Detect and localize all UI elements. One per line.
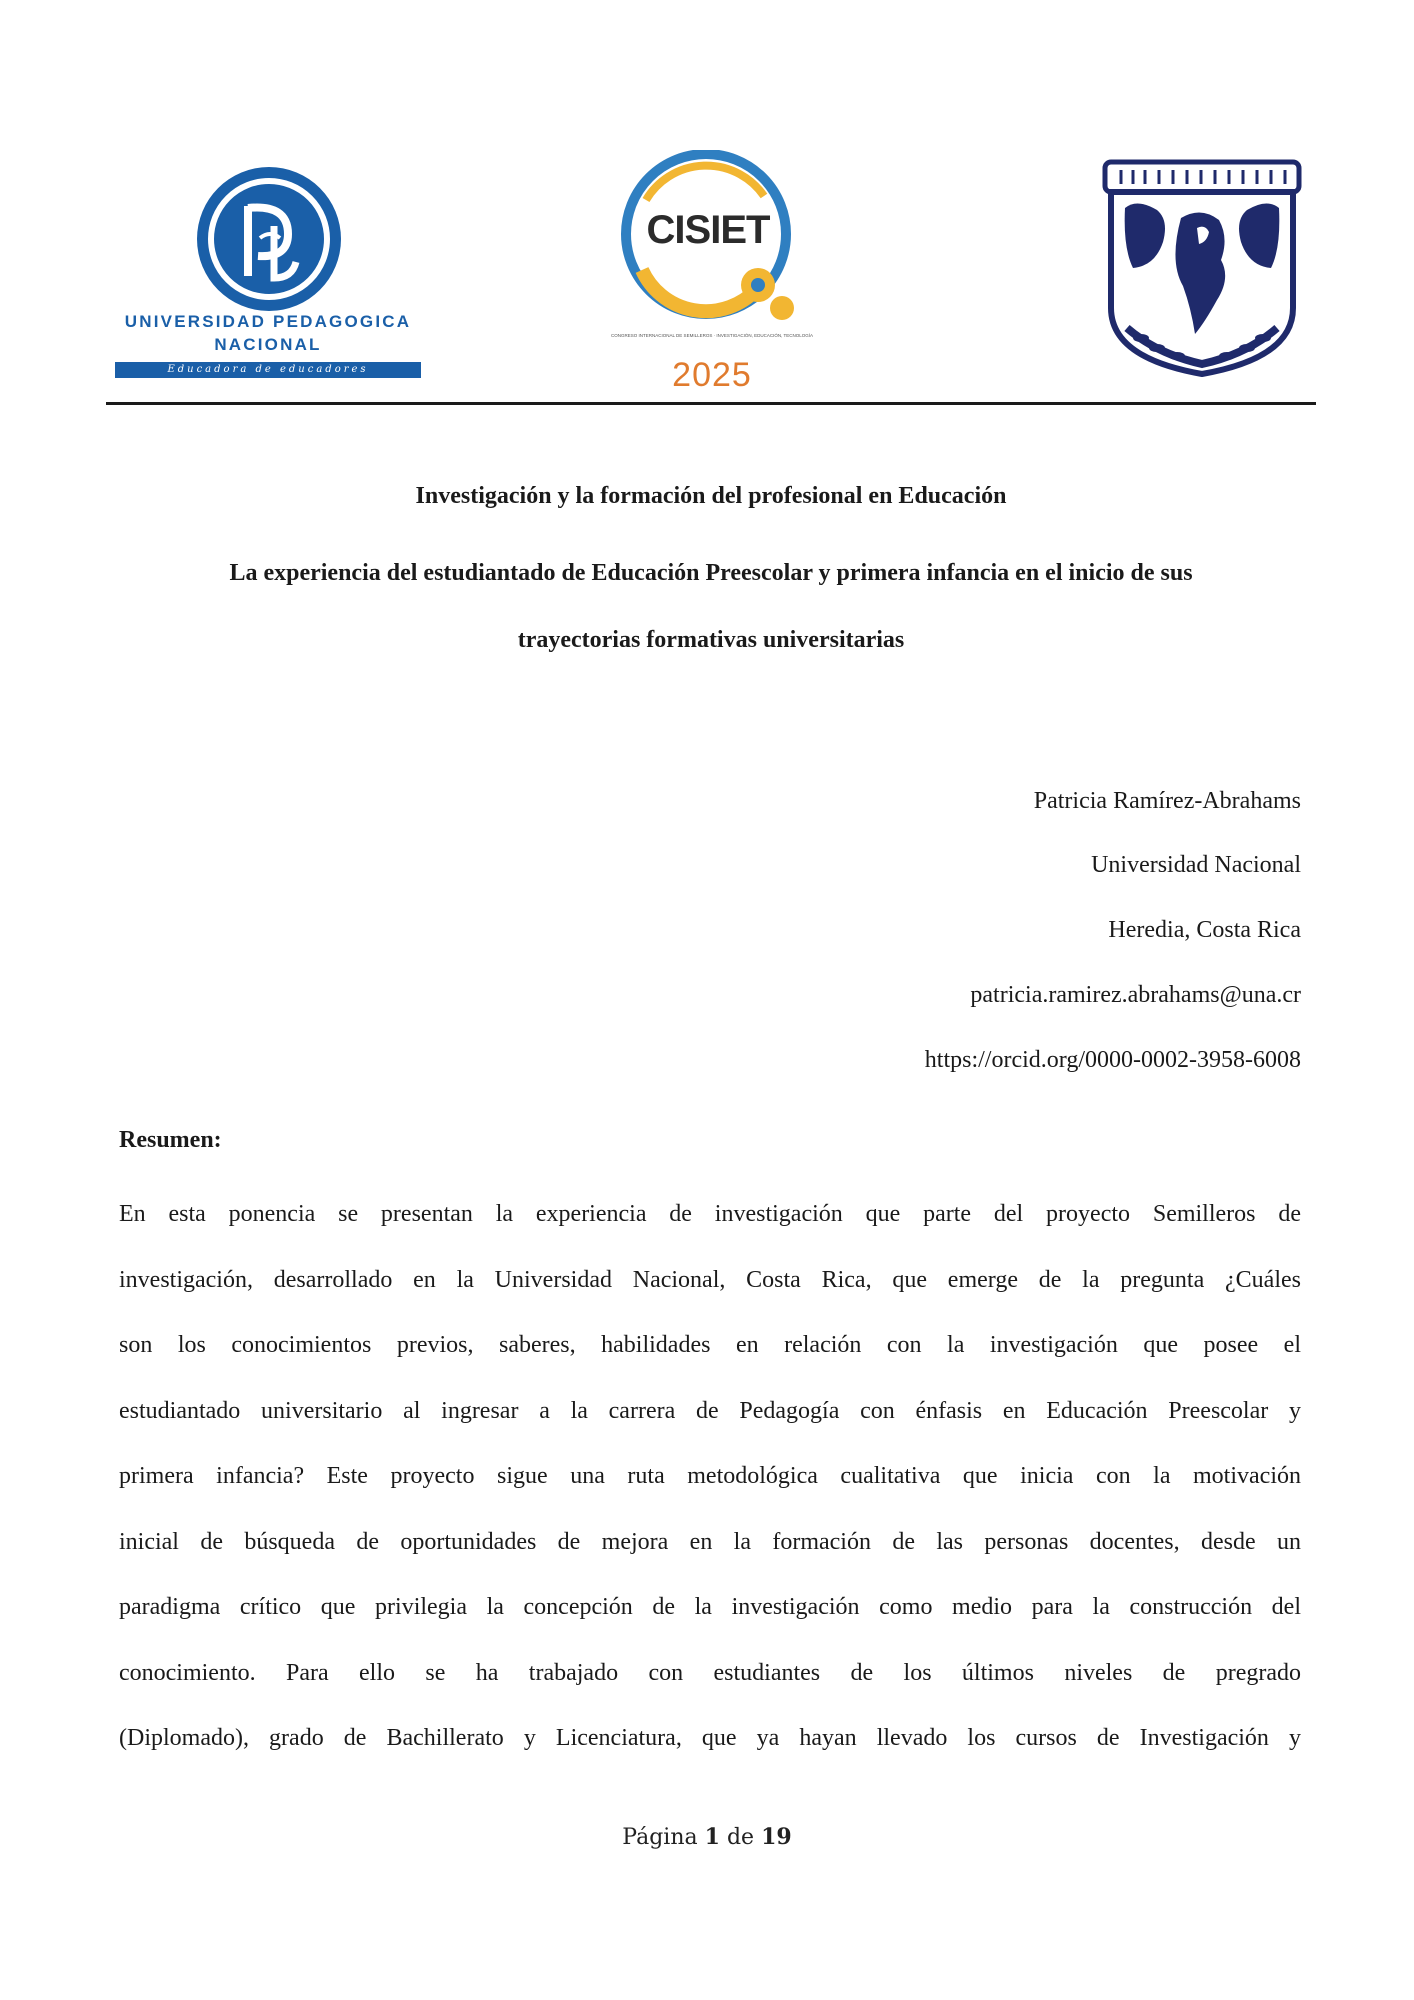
upn-name-line1: UNIVERSIDAD PEDAGOGICA bbox=[124, 312, 412, 331]
abstract-line: primera infancia? Este proyecto sigue una ruta metodológica cualitativa que inicia con la motivación bbox=[119, 1463, 1301, 1489]
cisiet-wordmark: CISIET bbox=[646, 208, 770, 252]
upn-logo bbox=[112, 166, 424, 380]
upn-name-line2: NACIONAL bbox=[214, 335, 322, 354]
author-name: Patricia Ramírez-Abrahams bbox=[1033, 788, 1301, 814]
abstract-line: En esta ponencia se presentan la experiencia de investigación que parte del proyecto Semilleros de bbox=[119, 1201, 1301, 1227]
total-pages: 19 bbox=[761, 1824, 792, 1850]
author-institution: Universidad Nacional bbox=[1091, 852, 1301, 878]
title-line-3: trayectorias formativas universitarias bbox=[517, 627, 905, 653]
cisiet-rings-icon bbox=[606, 150, 818, 360]
author-location: Heredia, Costa Rica bbox=[1108, 917, 1301, 943]
title-line-1: Investigación y la formación del profesional en Educación bbox=[415, 483, 1007, 509]
page-number-footer bbox=[0, 1823, 1414, 1852]
abstract-line: estudiantado universitario al ingresar a la carrera de Pedagogía con énfasis en Educación Preescolar y bbox=[119, 1397, 1301, 1424]
abstract-line: paradigma crítico que privilegia la concepción de la investigación como medio para la construcción del bbox=[119, 1594, 1301, 1620]
unam-seal-icon bbox=[1097, 158, 1307, 390]
cisiet-year: 2025 bbox=[672, 356, 752, 394]
abstract-line: conocimiento. Para ello se ha trabajado con estudiantes de los últimos niveles de pregrado bbox=[119, 1659, 1301, 1686]
abstract-line: inicial de búsqueda de oportunidades de mejora en la formación de las personas docentes, desde un bbox=[119, 1528, 1301, 1555]
page-of-label: de bbox=[726, 1825, 755, 1850]
header-divider bbox=[106, 402, 1316, 405]
abstract-line: (Diplomado), grado de Bachillerato y Licenciatura, que ya hayan llevado los cursos de Investigación y bbox=[119, 1725, 1301, 1751]
abstract-paragraph bbox=[119, 1196, 1301, 1786]
page-label: Página bbox=[622, 1825, 698, 1850]
unam-seal-logo bbox=[1097, 158, 1307, 390]
author-orcid-link[interactable]: https://orcid.org/0000-0002-3958-6008 bbox=[924, 1047, 1301, 1073]
upn-emblem-icon bbox=[196, 166, 342, 312]
author-email[interactable]: patricia.ramirez.abrahams@una.cr bbox=[970, 982, 1301, 1008]
cisiet-tagline: CONGRESO INTERNACIONAL DE SEMILLEROS · INVESTIGACIÓN, EDUCACIÓN, TECNOLOGÍA bbox=[610, 333, 814, 338]
title-line-2: La experiencia del estudiantado de Educación Preescolar y primera infancia en el inicio de sus bbox=[229, 560, 1193, 586]
abstract-line: investigación, desarrollado en la Universidad Nacional, Costa Rica, que emerge de la pregunta ¿Cuáles bbox=[119, 1266, 1301, 1293]
current-page: 1 bbox=[704, 1824, 720, 1850]
cisiet-logo bbox=[606, 150, 818, 400]
abstract-line: son los conocimientos previos, saberes, habilidades en relación con la investigación que posee el bbox=[119, 1332, 1301, 1358]
abstract-heading: Resumen: bbox=[119, 1127, 222, 1153]
upn-motto: Educadora de educadores bbox=[115, 362, 421, 378]
